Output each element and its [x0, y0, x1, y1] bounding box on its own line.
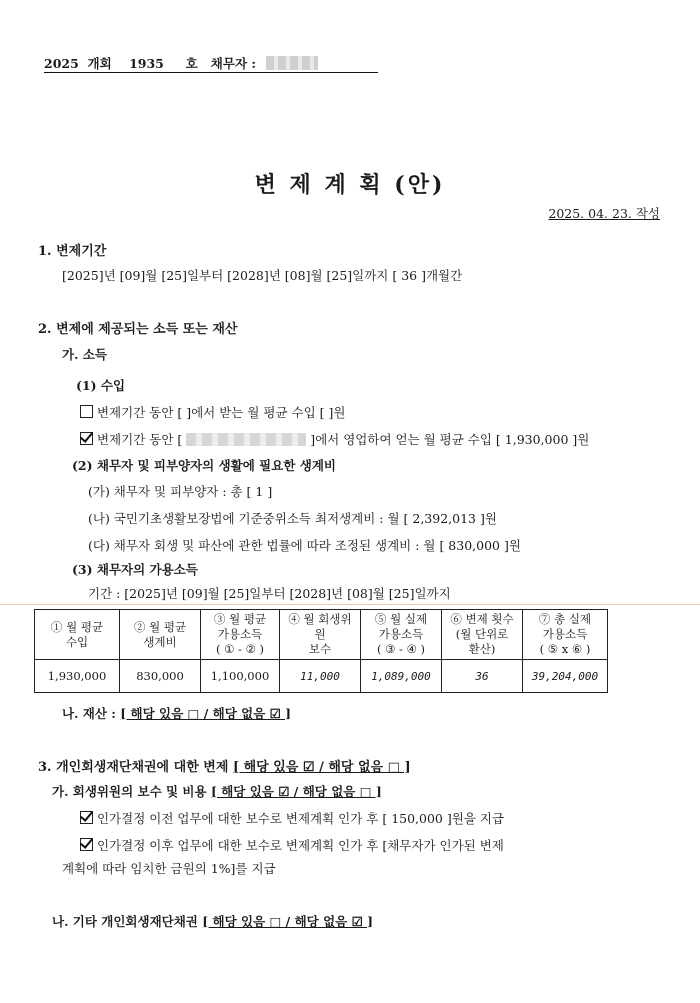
dependents-line: (가) 채무자 및 피부양자 : 총 [ 1 ]	[88, 484, 273, 499]
col-header: ④ 월 회생위원 보수	[280, 610, 361, 660]
trustee-fee-line	[52, 782, 382, 800]
business-income-pre: 변제기간 동안 [	[96, 432, 183, 447]
revenue-heading: (1) 수입	[76, 378, 126, 393]
other-claims-heading: 나. 기타 개인회생재단채권	[52, 914, 198, 929]
trustee-fee-options: [ 해당 있음 ☑ / 해당 없음 □ ]	[210, 784, 382, 799]
cell-total-disposable: 39,204,000	[523, 660, 608, 693]
income-heading: 가. 소득	[62, 347, 107, 362]
business-name-redacted	[186, 433, 306, 446]
col-header: ⑦ 총 실제 가용소득 ( ⑤ x ⑥ )	[523, 610, 608, 660]
debtor-label: 채무자 :	[210, 56, 256, 71]
pre-approval-fee-line	[80, 809, 504, 827]
disposable-income-period: 기간 : [2025]년 [09]월 [25]일부터 [2028]년 [08]월 [25]일까지	[88, 586, 451, 601]
col-header: ⑥ 변제 횟수 (월 단위로 환산)	[442, 610, 523, 660]
cell-trustee-fee: 11,000	[280, 660, 361, 693]
section-1-heading: 1. 변제기간	[38, 244, 107, 259]
case-kai: 개회	[87, 56, 112, 71]
cell-disposable-income: 1,100,000	[201, 660, 280, 693]
income-table-header-row	[35, 610, 608, 660]
post-approval-fee-continued: 계획에 따라 임치한 금원의 1%]를 지급	[62, 861, 276, 876]
trustee-fee-heading: 가. 회생위원의 보수 및 비용	[52, 784, 207, 799]
other-claims-options: [ 해당 있음 □ / 해당 없음 ☑ ]	[202, 914, 374, 929]
salary-income-line	[80, 403, 345, 421]
property-label: 나. 재산 :	[62, 706, 116, 721]
col-header: ⑤ 월 실제 가용소득 ( ③ - ④ )	[361, 610, 442, 660]
case-header	[44, 54, 318, 72]
section-3-heading: 3. 개인회생재단채권에 대한 변제	[38, 760, 229, 775]
col-header: ① 월 평균 수입	[35, 610, 120, 660]
repayment-period: [2025]년 [09]월 [25]일부터 [2028]년 [08]월 [25]일까지 [ 36 ]개월간	[62, 268, 463, 283]
case-number: 1935	[129, 56, 164, 71]
living-cost-heading: (2) 채무자 및 피부양자의 생활에 필요한 생계비	[72, 458, 336, 473]
income-table	[34, 609, 608, 693]
col-header: ② 월 평균 생계비	[120, 610, 201, 660]
case-ho: 호	[185, 56, 198, 71]
other-claims-line	[52, 912, 373, 930]
debtor-name-redacted	[266, 56, 318, 70]
post-approval-fee-line	[80, 836, 504, 854]
disposable-income-heading: (3) 채무자의 가용소득	[72, 562, 198, 577]
cell-actual-disposable: 1,089,000	[361, 660, 442, 693]
property-line	[62, 704, 291, 722]
post-approval-fee-checkbox[interactable]	[80, 838, 93, 851]
case-year: 2025	[44, 56, 79, 71]
adjusted-living-cost-line: (다) 채무자 회생 및 파산에 관한 법률에 따라 조정된 생계비 : 월 [ 830,000 ]원	[88, 538, 521, 553]
post-approval-fee-text: 인가결정 이후 업무에 대한 보수로 변제계획 인가 후 [채무자가 인가된 변제	[96, 838, 504, 853]
business-income-post: ]에서 영업하여 얻는 월 평균 수입 [ 1,930,000 ]원	[310, 432, 590, 447]
business-income-line	[80, 430, 589, 448]
section-3-options: [ 해당 있음 ☑ / 해당 없음 □ ]	[232, 760, 411, 775]
cell-payment-count: 36	[442, 660, 523, 693]
header-underline	[44, 72, 378, 73]
salary-income-text: 변제기간 동안 [ ]에서 받는 월 평균 수입 [ ]원	[96, 405, 346, 420]
col-header: ③ 월 평균 가용소득 ( ① - ② )	[201, 610, 280, 660]
cell-living-cost: 830,000	[120, 660, 201, 693]
minimum-living-cost-line: (나) 국민기초생활보장법에 기준중위소득 최저생계비 : 월 [ 2,392,013 ]원	[88, 511, 497, 526]
page-title: 변 제 계 획 (안)	[254, 172, 446, 198]
pre-approval-fee-checkbox[interactable]	[80, 811, 93, 824]
salary-income-checkbox[interactable]	[80, 405, 93, 418]
property-options: [ 해당 있음 □ / 해당 없음 ☑ ]	[120, 706, 292, 721]
business-income-checkbox[interactable]	[80, 432, 93, 445]
pre-approval-fee-text: 인가결정 이전 업무에 대한 보수로 변제계획 인가 후 [ 150,000 ]원을 지급	[96, 811, 505, 826]
section-3-line	[38, 756, 411, 775]
cell-monthly-income: 1,930,000	[35, 660, 120, 693]
document-date: 2025. 04. 23. 작성	[548, 206, 660, 221]
page-fold-line	[0, 604, 700, 605]
table-row	[35, 660, 608, 693]
section-2-heading: 2. 변제에 제공되는 소득 또는 재산	[38, 322, 238, 337]
